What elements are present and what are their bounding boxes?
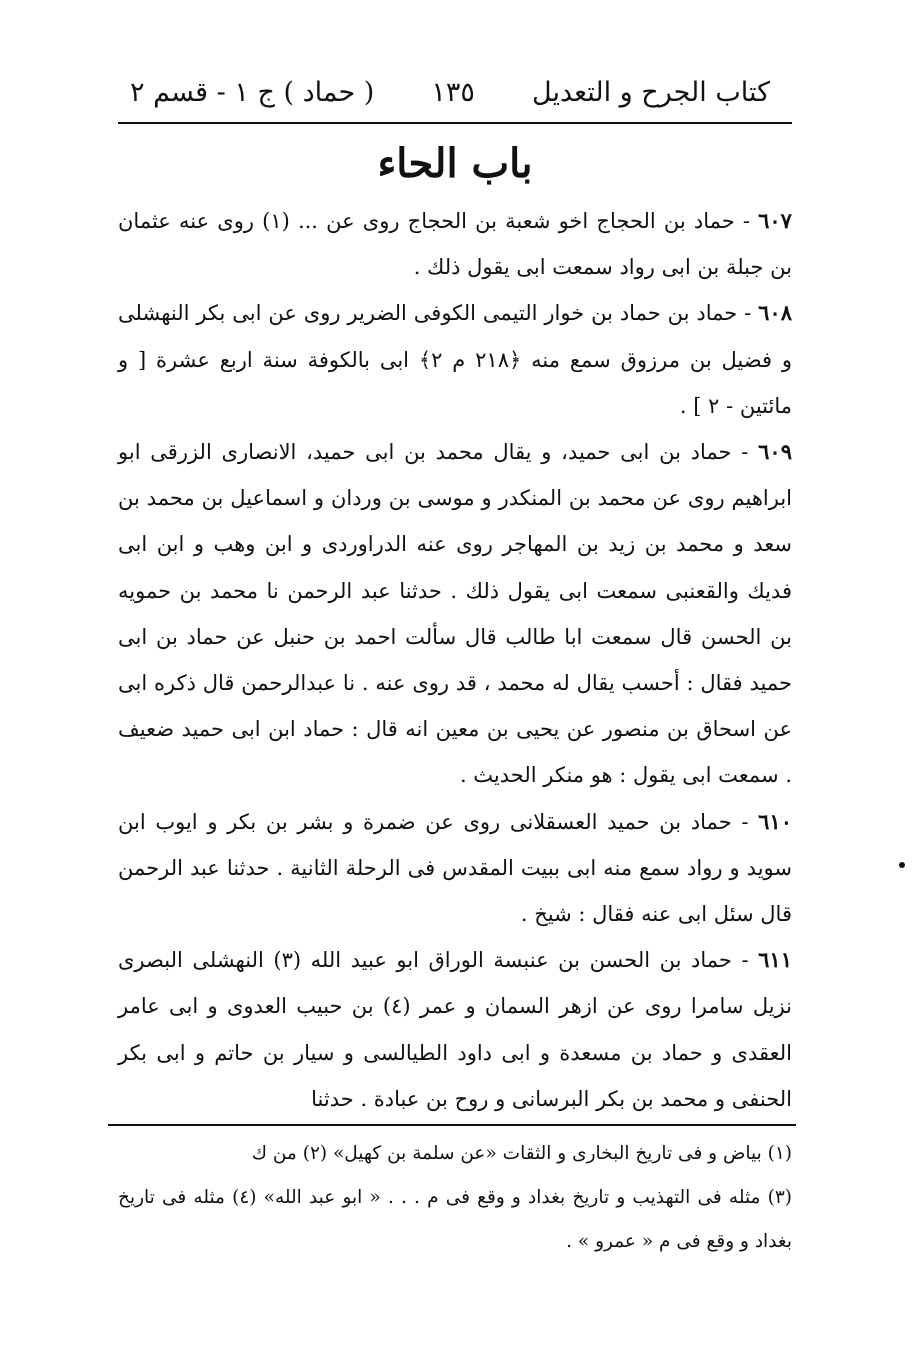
footnote: (٣) مثله فى التهذيب و تاريخ بغداد و وقع فى م . . . « ابو عبد الله» (٤) مثله فى تاريخ بغداد و وقع فى م « عمرو » . <box>118 1187 792 1252</box>
entry-text: - حماد بن الحجاج اخو شعبة بن الحجاج روى عن ... (١) روى عنه عثمان بن جبلة بن ابى رواد سمعت ابى يقول ذلك . <box>118 209 792 280</box>
entry-text: - حماد بن حماد بن خوار التيمى الكوفى الضرير روى عن ابى بكر النهشلى و فضيل بن مرزوق سمع منه ﴿٢١٨ م ٢﴾ ابى بالكوفة سنة اربع عشرة [ و مائتين - ٢ ] . <box>118 301 792 418</box>
footnote: (١) بياض و فى تاريخ البخارى و الثقات «عن سلمة بن كهيل» (٢) من ك <box>251 1143 792 1164</box>
entry <box>118 429 792 799</box>
page-number: ١٣٥ <box>431 76 475 108</box>
entry <box>118 290 792 429</box>
entry <box>118 198 792 290</box>
entry <box>118 799 792 938</box>
entry-text: - حماد بن حميد العسقلانى روى عن ضمرة و بشر بن بكر و ايوب ابن سويد و رواد سمع منه ابى ببيت المقدس فى الرحلة الثانية . حدثنا عبد الرحمن قال سئل ابى عنه فقال : شيخ . <box>118 809 792 927</box>
header-rule <box>118 122 792 124</box>
section-title: باب الحاء <box>377 140 533 187</box>
entry <box>118 937 792 1122</box>
entry-number: ٦١٠ <box>758 808 792 834</box>
book-title: كتاب الجرح و التعديل <box>532 76 770 108</box>
entry-number: ٦٠٧ <box>758 208 792 233</box>
footnotes <box>118 1132 792 1264</box>
scan-edge-mark <box>899 862 905 868</box>
entry-text: - حماد بن الحسن بن عنبسة الوراق ابو عبيد الله (٣) النهشلى البصرى نزيل سامرا روى عن ازهر السمان و عمر (٤) بن حبيب العدوى و ابى عامر العقدى و حماد بن مسعدة و ابى داود الطيالسى و سيار بن حاتم و ابى بكر الحنفى و محمد بن بكر البرسانى و روح بن عبادة . حدثنا <box>118 948 792 1111</box>
entries-body <box>118 198 792 1122</box>
running-head <box>130 68 770 116</box>
entry-number: ٦٠٩ <box>758 439 792 465</box>
entry-number: ٦١١ <box>758 947 792 973</box>
entry-text: - حماد بن ابى حميد، و يقال محمد بن ابى حميد، الانصارى الزرقى ابو ابراهيم روى عن محمد بن المنكدر و موسى بن وردان و اسماعيل بن محمد بن سعد و محمد بن زيد بن المهاجر روى عنه الدراوردى و ابن وهب و ابن ابى فديك والقعنبى سمعت ابى يقول ذلك . حدثنا عبد الرحمن نا محمد بن حمويه بن الحسن قال سمعت ابا طالب قال سألت احمد بن حنبل عن حماد بن ابى حميد فقال : أحسب يقال له محمد ، قد روى عنه . نا عبدالرحمن قال ذكره ابى عن اسحاق بن منصور عن يحيى بن معين انه قال : حماد ابن ابى حميد ضعيف . سمعت ابى يقول : هو منكر الحديث . <box>118 440 792 788</box>
entry-number: ٦٠٨ <box>758 300 792 326</box>
section-reference: ( حماد ) ج ١ - قسم ٢ <box>130 76 375 108</box>
footnote-rule <box>108 1124 796 1126</box>
